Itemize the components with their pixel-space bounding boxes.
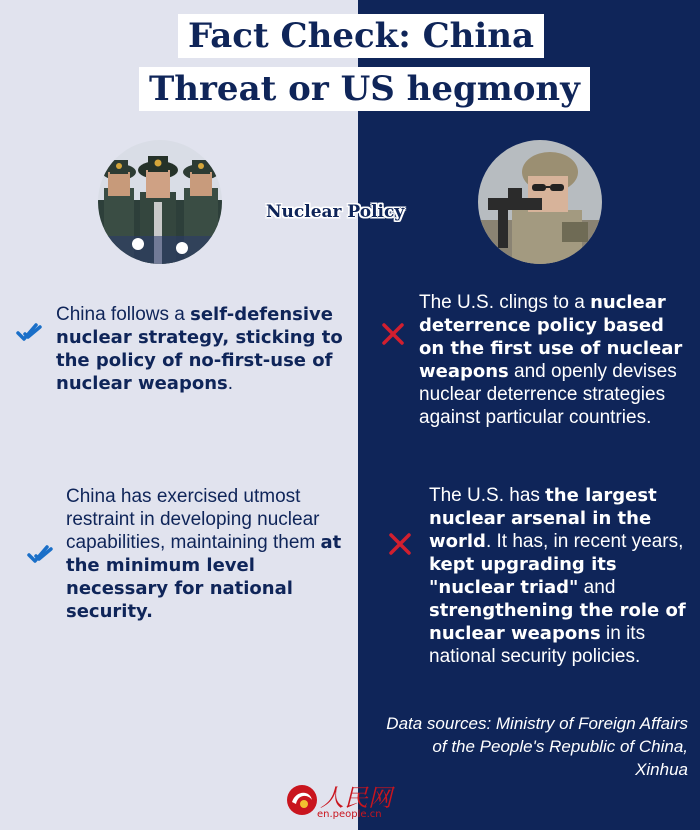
us-point-1-pre: The U.S. clings to a (419, 292, 591, 313)
x-icon (388, 532, 412, 561)
section-label: Nuclear Policy (266, 202, 405, 222)
china-point-1-post: . (227, 373, 234, 394)
us-point-2-bold-3: strengthening the role of nuclear weapons (429, 600, 686, 644)
sources-line-2: of the People's Republic of China, (432, 737, 688, 756)
logo-url: en.people.cn (317, 809, 382, 820)
people-daily-logo (282, 776, 412, 824)
us-point-1 (419, 291, 694, 429)
us-soldier-photo (478, 140, 602, 264)
china-point-1-pre: China follows a (56, 304, 191, 325)
china-point-2-bold: at the minimum level necessary for national security. (66, 532, 342, 622)
logo-swirl-icon (284, 782, 320, 818)
china-point-2 (66, 485, 346, 623)
us-point-2-bold-2: kept upgrading its "nuclear triad" (429, 554, 617, 598)
logo-text: 人民网 (320, 784, 392, 812)
check-icon (16, 322, 42, 349)
title-line-1: Fact Check: China (178, 14, 544, 58)
us-point-2-mid-1: . It has, in recent years, (485, 531, 684, 552)
china-point-2-pre: China has exercised utmost restraint in developing nuclear capabilities, maintaining them (66, 486, 321, 553)
sources-line-1: Data sources: Ministry of Foreign Affairs (386, 714, 688, 733)
us-point-2-bold-1: the largest nuclear arsenal in the world (429, 485, 657, 552)
us-point-1-bold: nuclear deterrence policy based on the first use of nuclear weapons (419, 292, 683, 382)
us-point-2-pre: The U.S. has (429, 485, 546, 506)
chinese-soldiers-photo (98, 140, 222, 264)
china-point-1 (56, 303, 346, 395)
sources-line-3: Xinhua (635, 760, 688, 779)
title-line-2: Threat or US hegmony (139, 67, 590, 111)
check-icon (27, 544, 53, 571)
china-point-1-bold: self-defensive nuclear strategy, sticking to the policy of no-first-use of nuclear weapons (56, 304, 343, 394)
us-point-2-post: in its national security policies. (429, 623, 646, 667)
us-point-2-mid-2: and (578, 577, 616, 598)
us-point-2 (429, 484, 694, 668)
x-icon (381, 322, 405, 351)
data-sources (362, 712, 688, 781)
us-point-1-post: and openly devises nuclear deterrence strategies against particular countries. (419, 361, 677, 428)
